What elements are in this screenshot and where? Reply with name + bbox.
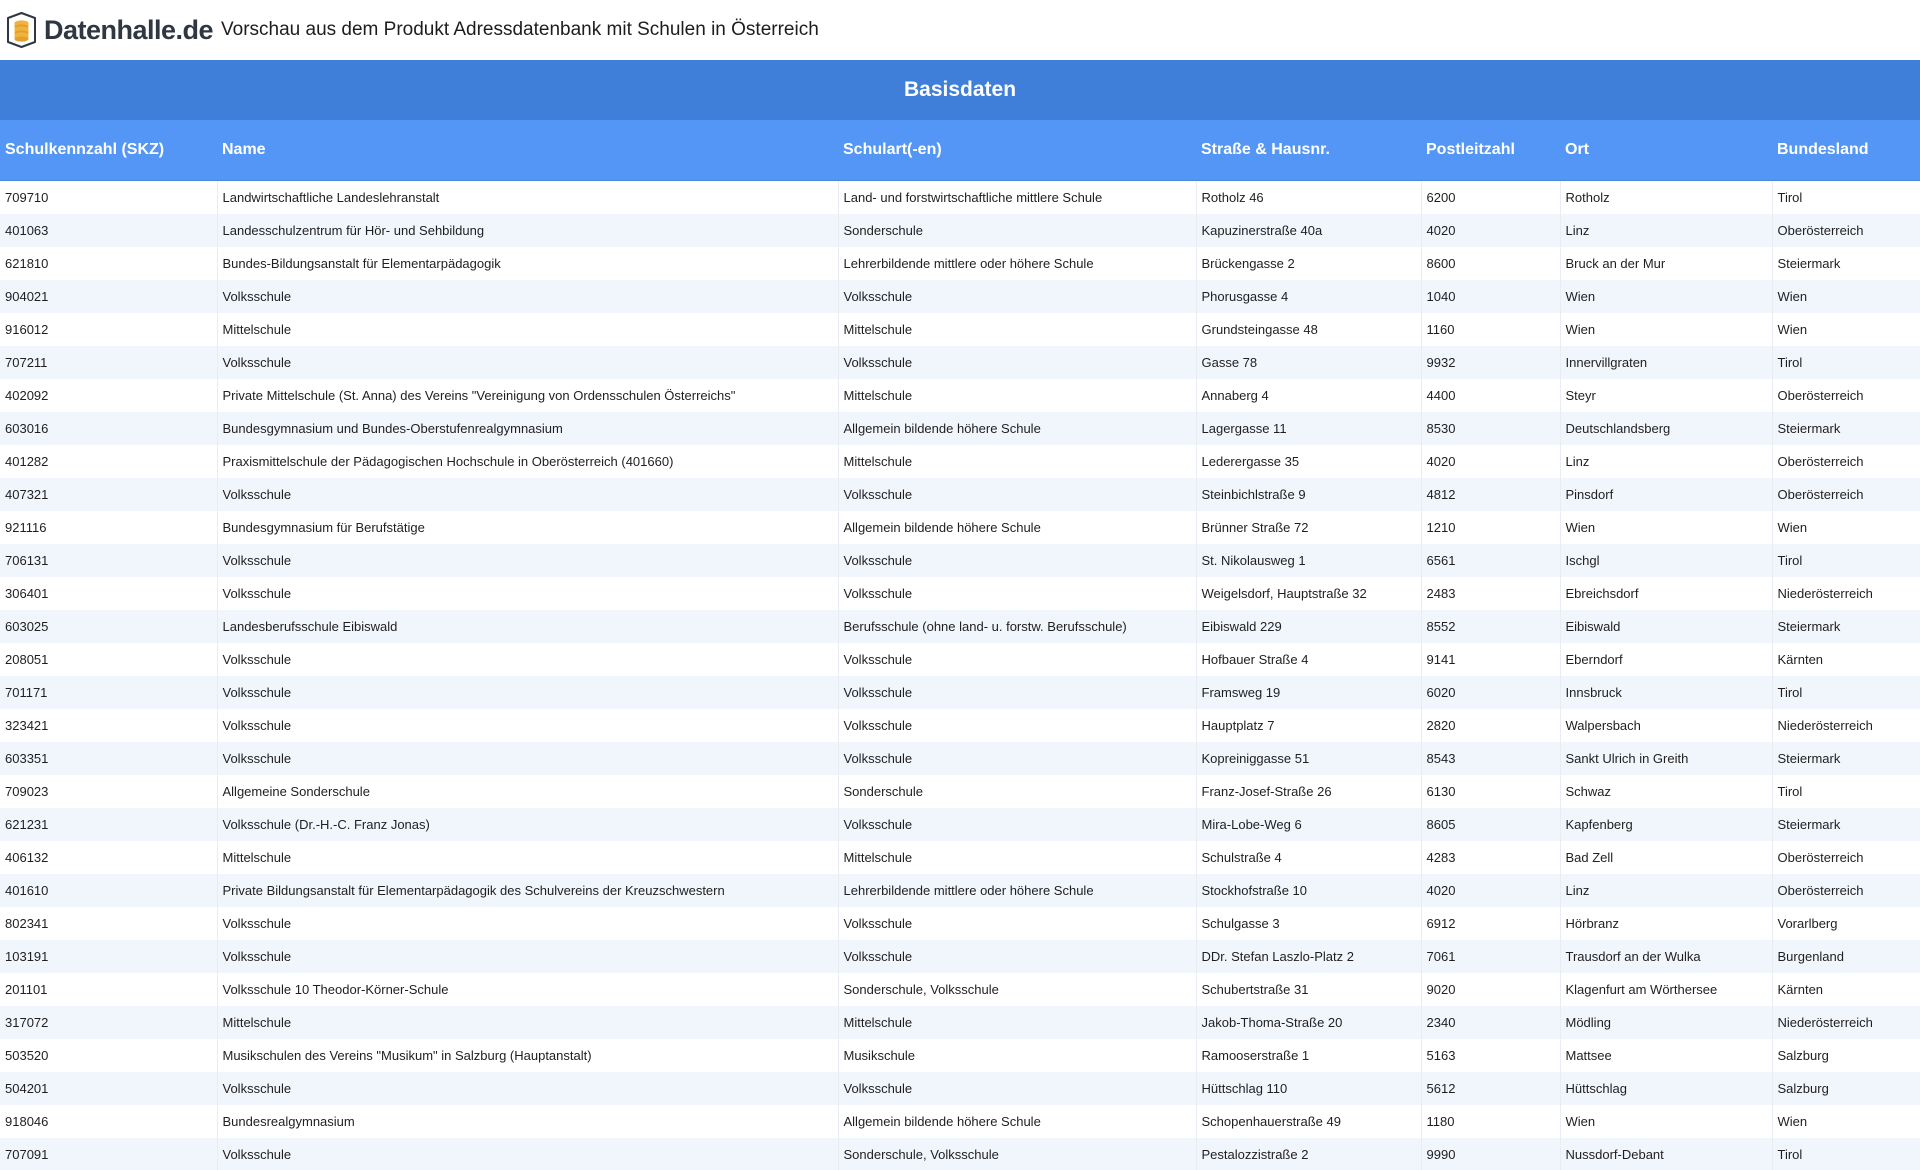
cell-strasse: Steinbichlstraße 9 (1196, 478, 1421, 511)
cell-bundesland: Wien (1772, 511, 1920, 544)
cell-name: Volksschule (217, 1138, 838, 1170)
cell-skz: 603025 (0, 610, 217, 643)
cell-bundesland: Tirol (1772, 1138, 1920, 1170)
cell-plz: 7061 (1421, 940, 1560, 973)
cell-schulart: Allgemein bildende höhere Schule (838, 1105, 1196, 1138)
cell-name: Volksschule 10 Theodor-Körner-Schule (217, 973, 838, 1006)
cell-strasse: Brünner Straße 72 (1196, 511, 1421, 544)
cell-plz: 4020 (1421, 445, 1560, 478)
cell-plz: 6200 (1421, 181, 1560, 215)
cell-bundesland: Niederösterreich (1772, 1006, 1920, 1039)
cell-bundesland: Steiermark (1772, 808, 1920, 841)
column-header[interactable]: Ort (1560, 120, 1772, 181)
cell-skz: 904021 (0, 280, 217, 313)
cell-schulart: Volksschule (838, 346, 1196, 379)
cell-strasse: Lagergasse 11 (1196, 412, 1421, 445)
table-row[interactable] (0, 973, 1920, 1006)
cell-plz: 5163 (1421, 1039, 1560, 1072)
cell-name: Mittelschule (217, 1006, 838, 1039)
cell-bundesland: Vorarlberg (1772, 907, 1920, 940)
cell-schulart: Land- und forstwirtschaftliche mittlere Schule (838, 181, 1196, 215)
cell-schulart: Sonderschule (838, 214, 1196, 247)
table-row[interactable] (0, 214, 1920, 247)
cell-ort: Hüttschlag (1560, 1072, 1772, 1105)
cell-ort: Rotholz (1560, 181, 1772, 215)
cell-schulart: Allgemein bildende höhere Schule (838, 511, 1196, 544)
cell-plz: 1160 (1421, 313, 1560, 346)
cell-bundesland: Tirol (1772, 775, 1920, 808)
cell-plz: 8605 (1421, 808, 1560, 841)
table-row[interactable] (0, 478, 1920, 511)
table-row[interactable] (0, 181, 1920, 215)
cell-skz: 701171 (0, 676, 217, 709)
cell-name: Volksschule (217, 907, 838, 940)
cell-bundesland: Oberösterreich (1772, 478, 1920, 511)
cell-ort: Eberndorf (1560, 643, 1772, 676)
cell-skz: 621810 (0, 247, 217, 280)
table-row[interactable] (0, 676, 1920, 709)
cell-ort: Schwaz (1560, 775, 1772, 808)
cell-strasse: Gasse 78 (1196, 346, 1421, 379)
cell-name: Private Bildungsanstalt für Elementarpädagogik des Schulvereins der Kreuzschwestern (217, 874, 838, 907)
cell-ort: Steyr (1560, 379, 1772, 412)
cell-skz: 407321 (0, 478, 217, 511)
cell-name: Volksschule (217, 577, 838, 610)
cell-schulart: Mittelschule (838, 445, 1196, 478)
cell-skz: 208051 (0, 643, 217, 676)
table-row[interactable] (0, 511, 1920, 544)
cell-plz: 9990 (1421, 1138, 1560, 1170)
cell-ort: Bad Zell (1560, 841, 1772, 874)
cell-ort: Mödling (1560, 1006, 1772, 1039)
cell-bundesland: Wien (1772, 313, 1920, 346)
cell-skz: 707211 (0, 346, 217, 379)
cell-bundesland: Kärnten (1772, 973, 1920, 1006)
column-header[interactable]: Name (217, 120, 838, 181)
cell-bundesland: Oberösterreich (1772, 214, 1920, 247)
cell-skz: 921116 (0, 511, 217, 544)
cell-schulart: Volksschule (838, 808, 1196, 841)
table-row[interactable] (0, 841, 1920, 874)
cell-skz: 103191 (0, 940, 217, 973)
cell-schulart: Volksschule (838, 280, 1196, 313)
cell-name: Volksschule (217, 1072, 838, 1105)
logo-text: Datenhalle.de (44, 14, 214, 45)
cell-plz: 5612 (1421, 1072, 1560, 1105)
cell-strasse: DDr. Stefan Laszlo-Platz 2 (1196, 940, 1421, 973)
cell-ort: Innervillgraten (1560, 346, 1772, 379)
cell-schulart: Musikschule (838, 1039, 1196, 1072)
cell-plz: 6020 (1421, 676, 1560, 709)
cell-schulart: Sonderschule, Volksschule (838, 973, 1196, 1006)
cell-bundesland: Kärnten (1772, 643, 1920, 676)
cell-name: Volksschule (217, 280, 838, 313)
cell-plz: 4400 (1421, 379, 1560, 412)
cell-skz: 621231 (0, 808, 217, 841)
table-row[interactable] (0, 379, 1920, 412)
cell-skz: 603016 (0, 412, 217, 445)
cell-schulart: Mittelschule (838, 379, 1196, 412)
cell-ort: Wien (1560, 313, 1772, 346)
cell-plz: 4812 (1421, 478, 1560, 511)
cell-schulart: Mittelschule (838, 1006, 1196, 1039)
cell-strasse: Mira-Lobe-Weg 6 (1196, 808, 1421, 841)
cell-name: Bundesrealgymnasium (217, 1105, 838, 1138)
cell-name: Mittelschule (217, 841, 838, 874)
cell-plz: 4020 (1421, 874, 1560, 907)
cell-strasse: Schulstraße 4 (1196, 841, 1421, 874)
column-header[interactable]: Schulkennzahl (SKZ) (0, 120, 217, 181)
cell-strasse: Schulgasse 3 (1196, 907, 1421, 940)
cell-name: Praxismittelschule der Pädagogischen Hochschule in Oberösterreich (401660) (217, 445, 838, 478)
cell-ort: Ischgl (1560, 544, 1772, 577)
cell-bundesland: Steiermark (1772, 247, 1920, 280)
cell-strasse: Phorusgasse 4 (1196, 280, 1421, 313)
table-row[interactable] (0, 808, 1920, 841)
cell-bundesland: Niederösterreich (1772, 709, 1920, 742)
data-table-container (0, 60, 1920, 1170)
cell-schulart: Volksschule (838, 577, 1196, 610)
column-header[interactable]: Schulart(-en) (838, 120, 1196, 181)
cell-strasse: Stockhofstraße 10 (1196, 874, 1421, 907)
cell-ort: Mattsee (1560, 1039, 1772, 1072)
cell-name: Musikschulen des Vereins "Musikum" in Salzburg (Hauptanstalt) (217, 1039, 838, 1072)
cell-strasse: Schubertstraße 31 (1196, 973, 1421, 1006)
table-row[interactable] (0, 1072, 1920, 1105)
cell-schulart: Volksschule (838, 544, 1196, 577)
cell-skz: 306401 (0, 577, 217, 610)
cell-schulart: Volksschule (838, 907, 1196, 940)
cell-skz: 503520 (0, 1039, 217, 1072)
cell-name: Landwirtschaftliche Landeslehranstalt (217, 181, 838, 215)
cell-ort: Trausdorf an der Wulka (1560, 940, 1772, 973)
cell-name: Bundesgymnasium und Bundes-Oberstufenrealgymnasium (217, 412, 838, 445)
cell-schulart: Volksschule (838, 742, 1196, 775)
table-row[interactable] (0, 1105, 1920, 1138)
database-icon (5, 12, 38, 48)
cell-plz: 4283 (1421, 841, 1560, 874)
cell-strasse: Grundsteingasse 48 (1196, 313, 1421, 346)
cell-strasse: Weigelsdorf, Hauptstraße 32 (1196, 577, 1421, 610)
cell-bundesland: Tirol (1772, 676, 1920, 709)
cell-schulart: Mittelschule (838, 313, 1196, 346)
table-row[interactable] (0, 247, 1920, 280)
column-group-title: Basisdaten (0, 60, 1920, 120)
cell-skz: 916012 (0, 313, 217, 346)
table-row[interactable] (0, 742, 1920, 775)
cell-strasse: Rotholz 46 (1196, 181, 1421, 215)
cell-skz: 707091 (0, 1138, 217, 1170)
cell-ort: Wien (1560, 511, 1772, 544)
cell-plz: 1040 (1421, 280, 1560, 313)
cell-skz: 401282 (0, 445, 217, 478)
cell-schulart: Volksschule (838, 1072, 1196, 1105)
cell-skz: 401063 (0, 214, 217, 247)
cell-name: Volksschule (Dr.-H.-C. Franz Jonas) (217, 808, 838, 841)
cell-schulart: Lehrerbildende mittlere oder höhere Schule (838, 247, 1196, 280)
cell-bundesland: Oberösterreich (1772, 445, 1920, 478)
cell-plz: 8600 (1421, 247, 1560, 280)
cell-ort: Deutschlandsberg (1560, 412, 1772, 445)
cell-strasse: Jakob-Thoma-Straße 20 (1196, 1006, 1421, 1039)
cell-name: Volksschule (217, 346, 838, 379)
cell-bundesland: Oberösterreich (1772, 841, 1920, 874)
cell-plz: 9020 (1421, 973, 1560, 1006)
column-header[interactable]: Bundesland (1772, 120, 1920, 181)
cell-schulart: Volksschule (838, 478, 1196, 511)
cell-skz: 323421 (0, 709, 217, 742)
table-row[interactable] (0, 643, 1920, 676)
cell-plz: 2483 (1421, 577, 1560, 610)
cell-ort: Klagenfurt am Wörthersee (1560, 973, 1772, 1006)
cell-name: Volksschule (217, 709, 838, 742)
cell-schulart: Volksschule (838, 709, 1196, 742)
cell-skz: 918046 (0, 1105, 217, 1138)
cell-bundesland: Salzburg (1772, 1072, 1920, 1105)
cell-plz: 8552 (1421, 610, 1560, 643)
cell-bundesland: Burgenland (1772, 940, 1920, 973)
cell-strasse: Hüttschlag 110 (1196, 1072, 1421, 1105)
cell-ort: Pinsdorf (1560, 478, 1772, 511)
table-row[interactable] (0, 1138, 1920, 1170)
cell-bundesland: Steiermark (1772, 412, 1920, 445)
table-row[interactable] (0, 1039, 1920, 1072)
cell-strasse: Schopenhauerstraße 49 (1196, 1105, 1421, 1138)
table-row[interactable] (0, 874, 1920, 907)
table-row[interactable] (0, 907, 1920, 940)
cell-name: Private Mittelschule (St. Anna) des Vereins "Vereinigung von Ordensschulen Österreichs" (217, 379, 838, 412)
cell-schulart: Allgemein bildende höhere Schule (838, 412, 1196, 445)
page-title: Vorschau aus dem Produkt Adressdatenbank mit Schulen in Österreich (221, 19, 819, 40)
cell-plz: 1180 (1421, 1105, 1560, 1138)
cell-ort: Ebreichsdorf (1560, 577, 1772, 610)
cell-skz: 401610 (0, 874, 217, 907)
cell-ort: Kapfenberg (1560, 808, 1772, 841)
table-row[interactable] (0, 577, 1920, 610)
cell-ort: Bruck an der Mur (1560, 247, 1772, 280)
cell-skz: 504201 (0, 1072, 217, 1105)
cell-name: Volksschule (217, 676, 838, 709)
cell-ort: Innsbruck (1560, 676, 1772, 709)
cell-schulart: Volksschule (838, 643, 1196, 676)
cell-strasse: Lederergasse 35 (1196, 445, 1421, 478)
column-group-header (0, 60, 1920, 120)
cell-name: Allgemeine Sonderschule (217, 775, 838, 808)
cell-ort: Nussdorf-Debant (1560, 1138, 1772, 1170)
cell-ort: Linz (1560, 214, 1772, 247)
cell-strasse: Franz-Josef-Straße 26 (1196, 775, 1421, 808)
logo[interactable] (0, 0, 213, 60)
cell-name: Volksschule (217, 643, 838, 676)
cell-skz: 317072 (0, 1006, 217, 1039)
table-row[interactable] (0, 445, 1920, 478)
cell-skz: 802341 (0, 907, 217, 940)
cell-skz: 709023 (0, 775, 217, 808)
cell-name: Volksschule (217, 478, 838, 511)
cell-skz: 706131 (0, 544, 217, 577)
cell-strasse: Kapuzinerstraße 40a (1196, 214, 1421, 247)
table-row[interactable] (0, 940, 1920, 973)
cell-bundesland: Tirol (1772, 181, 1920, 215)
cell-bundesland: Oberösterreich (1772, 379, 1920, 412)
cell-schulart: Berufsschule (ohne land- u. forstw. Berufsschule) (838, 610, 1196, 643)
cell-plz: 8530 (1421, 412, 1560, 445)
cell-schulart: Volksschule (838, 940, 1196, 973)
cell-bundesland: Wien (1772, 1105, 1920, 1138)
cell-strasse: Framsweg 19 (1196, 676, 1421, 709)
table-row[interactable] (0, 775, 1920, 808)
cell-name: Mittelschule (217, 313, 838, 346)
cell-bundesland: Salzburg (1772, 1039, 1920, 1072)
table-row[interactable] (0, 313, 1920, 346)
cell-ort: Linz (1560, 445, 1772, 478)
cell-strasse: Eibiswald 229 (1196, 610, 1421, 643)
cell-ort: Wien (1560, 1105, 1772, 1138)
cell-name: Bundesgymnasium für Berufstätige (217, 511, 838, 544)
table-row[interactable] (0, 709, 1920, 742)
cell-strasse: Ramooserstraße 1 (1196, 1039, 1421, 1072)
cell-schulart: Volksschule (838, 676, 1196, 709)
cell-bundesland: Oberösterreich (1772, 874, 1920, 907)
column-header[interactable]: Straße & Hausnr. (1196, 120, 1421, 181)
top-bar (0, 0, 1920, 61)
cell-plz: 1210 (1421, 511, 1560, 544)
table-row[interactable] (0, 412, 1920, 445)
cell-strasse: Hauptplatz 7 (1196, 709, 1421, 742)
cell-name: Volksschule (217, 940, 838, 973)
cell-strasse: Hofbauer Straße 4 (1196, 643, 1421, 676)
cell-ort: Eibiswald (1560, 610, 1772, 643)
cell-name: Bundes-Bildungsanstalt für Elementarpädagogik (217, 247, 838, 280)
column-header-row (0, 120, 1920, 181)
cell-name: Volksschule (217, 544, 838, 577)
cell-bundesland: Niederösterreich (1772, 577, 1920, 610)
cell-skz: 402092 (0, 379, 217, 412)
cell-plz: 9141 (1421, 643, 1560, 676)
cell-schulart: Sonderschule, Volksschule (838, 1138, 1196, 1170)
cell-skz: 603351 (0, 742, 217, 775)
cell-strasse: Brückengasse 2 (1196, 247, 1421, 280)
cell-bundesland: Tirol (1772, 544, 1920, 577)
table-row[interactable] (0, 544, 1920, 577)
cell-bundesland: Steiermark (1772, 742, 1920, 775)
table-body (0, 181, 1920, 1170)
cell-plz: 8543 (1421, 742, 1560, 775)
cell-bundesland: Tirol (1772, 346, 1920, 379)
cell-ort: Walpersbach (1560, 709, 1772, 742)
cell-strasse: Pestalozzistraße 2 (1196, 1138, 1421, 1170)
data-table (0, 60, 1920, 1170)
cell-ort: Hörbranz (1560, 907, 1772, 940)
table-row[interactable] (0, 280, 1920, 313)
cell-ort: Linz (1560, 874, 1772, 907)
column-header[interactable]: Postleitzahl (1421, 120, 1560, 181)
cell-bundesland: Wien (1772, 280, 1920, 313)
table-row[interactable] (0, 610, 1920, 643)
cell-ort: Sankt Ulrich in Greith (1560, 742, 1772, 775)
cell-ort: Wien (1560, 280, 1772, 313)
cell-name: Landesschulzentrum für Hör- und Sehbildung (217, 214, 838, 247)
cell-plz: 6561 (1421, 544, 1560, 577)
cell-name: Volksschule (217, 742, 838, 775)
cell-plz: 9932 (1421, 346, 1560, 379)
cell-skz: 709710 (0, 181, 217, 215)
cell-strasse: St. Nikolausweg 1 (1196, 544, 1421, 577)
cell-skz: 406132 (0, 841, 217, 874)
table-row[interactable] (0, 346, 1920, 379)
cell-name: Landesberufsschule Eibiswald (217, 610, 838, 643)
cell-bundesland: Steiermark (1772, 610, 1920, 643)
cell-plz: 6912 (1421, 907, 1560, 940)
cell-schulart: Sonderschule (838, 775, 1196, 808)
cell-schulart: Mittelschule (838, 841, 1196, 874)
cell-plz: 2820 (1421, 709, 1560, 742)
cell-skz: 201101 (0, 973, 217, 1006)
cell-schulart: Lehrerbildende mittlere oder höhere Schule (838, 874, 1196, 907)
cell-strasse: Annaberg 4 (1196, 379, 1421, 412)
cell-strasse: Kopreiniggasse 51 (1196, 742, 1421, 775)
cell-plz: 2340 (1421, 1006, 1560, 1039)
cell-plz: 4020 (1421, 214, 1560, 247)
cell-plz: 6130 (1421, 775, 1560, 808)
table-row[interactable] (0, 1006, 1920, 1039)
